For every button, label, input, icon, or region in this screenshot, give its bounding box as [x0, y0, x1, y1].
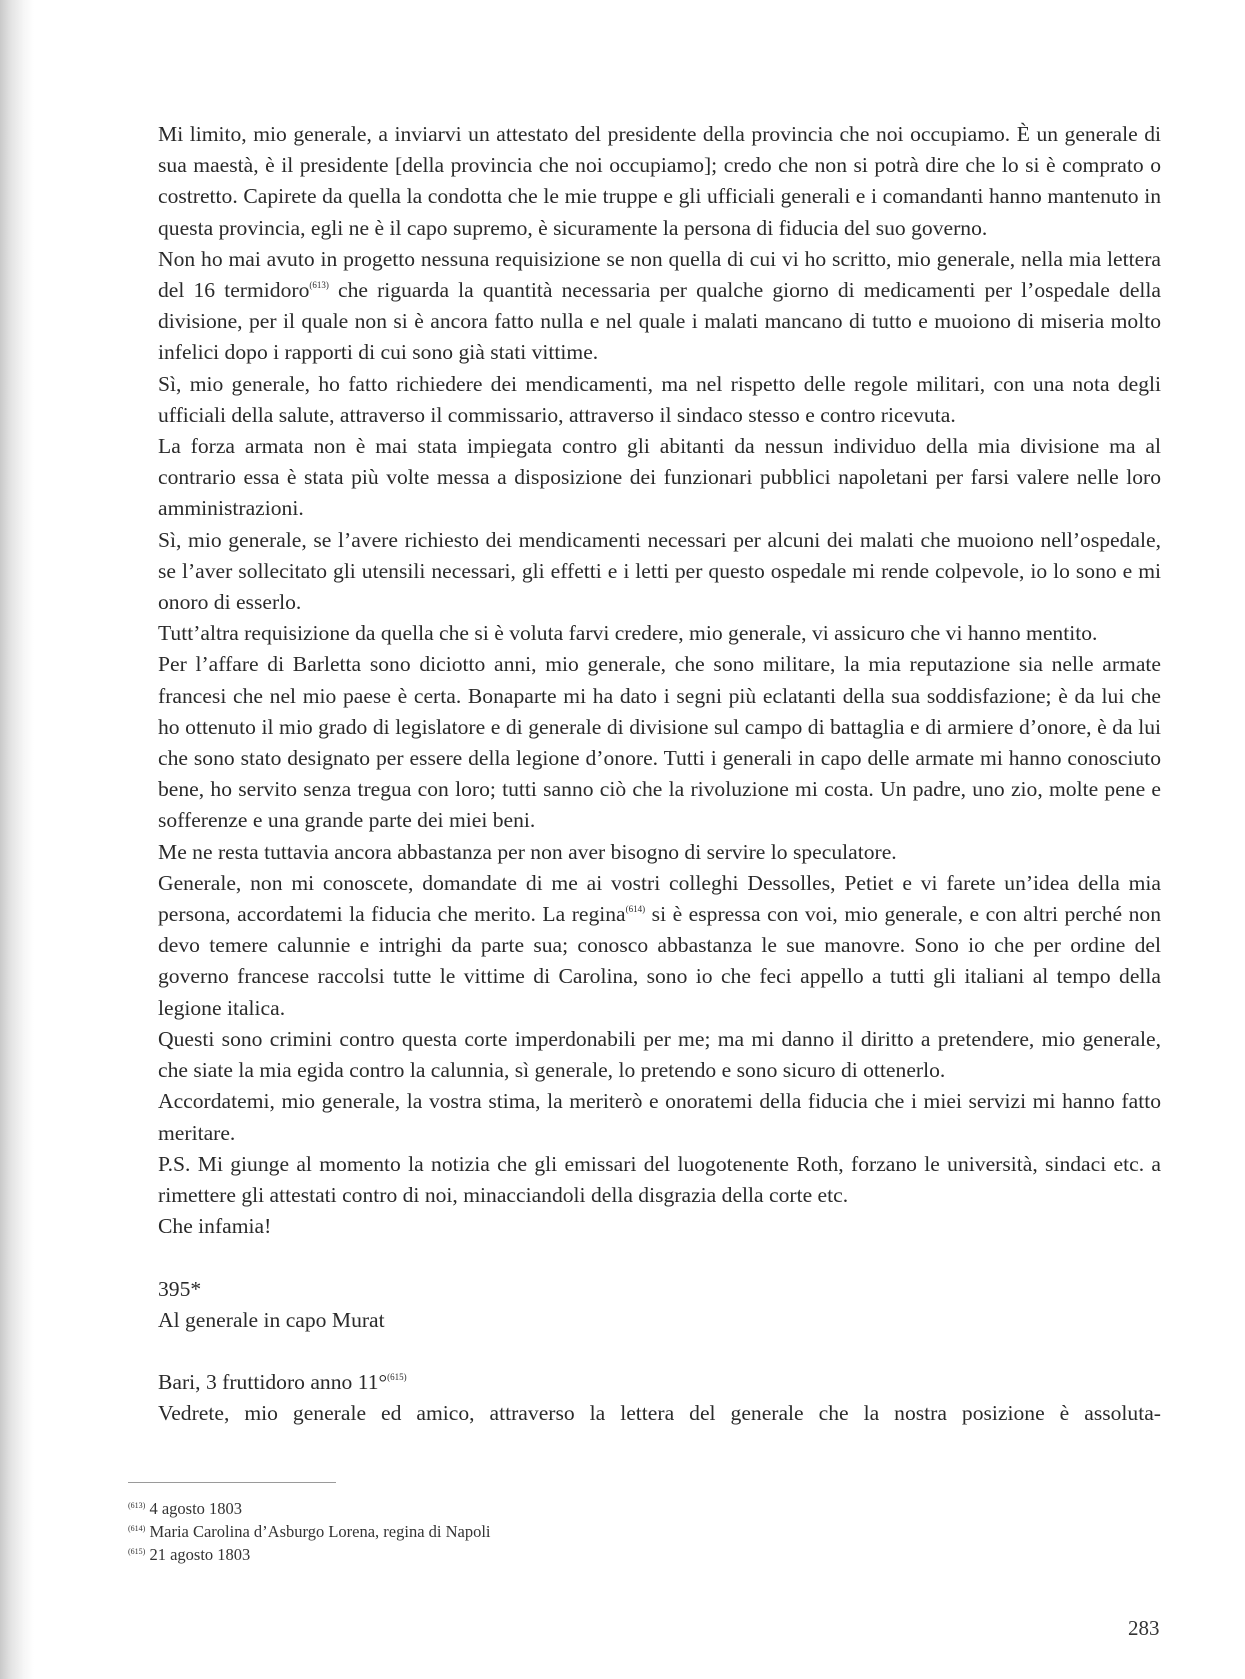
letter-number: 395*: [158, 1276, 202, 1301]
spacer: [158, 1336, 1161, 1367]
footnote: $^{(615)}$ 21 agosto 1803: [128, 1545, 251, 1564]
scan-gutter-shadow: [0, 0, 34, 1679]
paragraph: Accordatemi, mio generale, la vostra stima, la meriterò e onoratemi della fiducia che i miei servizi mi hanno fatto meritare.: [158, 1089, 1161, 1145]
footnote-ref-615[interactable]: (615): [387, 1372, 407, 1383]
footnote-ref-613[interactable]: (613): [309, 280, 329, 291]
footnote-ref-614[interactable]: (614): [625, 904, 646, 915]
paragraph: Tutt’altra requisizione da quella che si è voluta farvi credere, mio generale, vi assicuro che vi hanno mentito.: [158, 621, 1098, 646]
footnote: $^{(614)}$ Maria Carolina d’Asburgo Lorena, regina di Napoli: [128, 1522, 491, 1541]
footnotes: [128, 1497, 828, 1566]
letter-dateline: Bari, 3 fruttidoro anno 11°$^{(615)}$: [158, 1370, 407, 1395]
page-body: [158, 119, 1161, 1430]
letter-opening: Vedrete, mio generale ed amico, attraverso la lettera del generale che la nostra posizione è assoluta-: [158, 1401, 1161, 1426]
paragraph: La forza armata non è mai stata impiegata contro gli abitanti da nessun individuo della mia divisione ma al contrario essa è stata più volte messa a disposizione dei funzionari pubblici napoletani per farsi valere nelle loro amministrazioni.: [158, 434, 1161, 521]
paragraph: Sì, mio generale, se l’avere richiesto dei mendicamenti necessari per alcuni dei malati che muoiono nell’ospedale, se l’aver sollecitato gli utensili necessari, gli effetti e i letti per questo ospedale mi rende colpevole, io lo sono e mi onoro di esserlo.: [158, 527, 1161, 615]
spacer: [158, 1242, 1161, 1273]
footnote: $^{(613)}$ 4 agosto 1803: [128, 1499, 243, 1518]
paragraph: Che infamia!: [158, 1214, 272, 1239]
paragraph: Sì, mio generale, ho fatto richiedere dei mendicamenti, ma nel rispetto delle regole militari, con una nota degli ufficiali della salute, attraverso il commissario, attraverso il sindaco stesso e contro ricevuta.: [158, 371, 1161, 427]
paragraph: Questi sono crimini contro questa corte imperdonabili per me; ma mi danno il diritto a pretendere, mio generale, che siate la mia egida contro la calunnia, sì generale, lo pretendo e sono sicuro di ottenerlo.: [158, 1026, 1161, 1083]
paragraph: Per l’affare di Barletta sono diciotto anni, mio generale, che sono militare, la mia reputazione sia nelle armate francesi che nel mio paese è certa. Bonaparte mi ha dato i segni più eclatanti della sua soddisfazione; è da lui che ho ottenuto il mio grado di legislatore e di generale di divisione sul campo di battaglia e di armiere d’onore, è da lui che sono stato designato per essere della legione d’onore. Tutti i generali in capo delle armate mi hanno conosciuto bene, ho servito senza tregua con loro; tutti sanno ciò che la rivoluzione mi costa. Un padre, uno zio, molte pene e sofferenze e una grande parte dei miei beni.: [158, 652, 1161, 833]
paragraph: Non ho mai avuto in progetto nessuna requisizione se non quella di cui vi ho scritto, mio generale, nella mia lettera del 16 termidoro$^{(613)}$ che riguarda la quantità necessaria per qualche giorno di medicamenti per l’ospedale della divisione, per il quale non si è ancora fatto nulla e nel quale i malati mancano di tutto e muoiono di miseria molto infelici dopo i rapporti di cui sono già stati vittime.: [158, 246, 1161, 365]
paragraph: Generale, non mi conoscete, domandate di me ai vostri colleghi Dessolles, Petiet e vi farete un’idea della mia persona, accordatemi la fiducia che merito. La regina$^{(614)}$ si è espressa con voi, mio generale, e con altri perché non devo temere calunnie e intrighi da parte sua; conosco abbastanza le sue manovre. Sono io che per ordine del governo francese raccolsi tutte le vittime di Carolina, sono io che feci appello a tutti gli italiani al tempo della legione italica.: [158, 870, 1162, 1020]
paragraph: P.S. Mi giunge al momento la notizia che gli emissari del luogotenente Roth, forzano le università, sindaci etc. a rimettere gli attestati contro di noi, minacciandoli della disgrazia della corte etc.: [158, 1151, 1161, 1207]
footnote-separator: [128, 1482, 336, 1483]
paragraph: Me ne resta tuttavia ancora abbastanza per non aver bisogno di servire lo speculatore.: [158, 839, 897, 864]
letter-addressee: Al generale in capo Murat: [158, 1307, 385, 1332]
page-number: 283: [1128, 1616, 1160, 1640]
paragraph: Mi limito, mio generale, a inviarvi un attestato del presidente della provincia che noi occupiamo. È un generale di sua maestà, è il presidente [della provincia che noi occupiamo]; credo che non si potrà dire che lo si è comprato o costretto. Capirete da quella la condotta che le mie truppe e gli ufficiali generali e i comandanti hanno mantenuto in questa provincia, egli ne è il capo supremo, è sicuramente la persona di fiducia del suo governo.: [158, 122, 1161, 240]
